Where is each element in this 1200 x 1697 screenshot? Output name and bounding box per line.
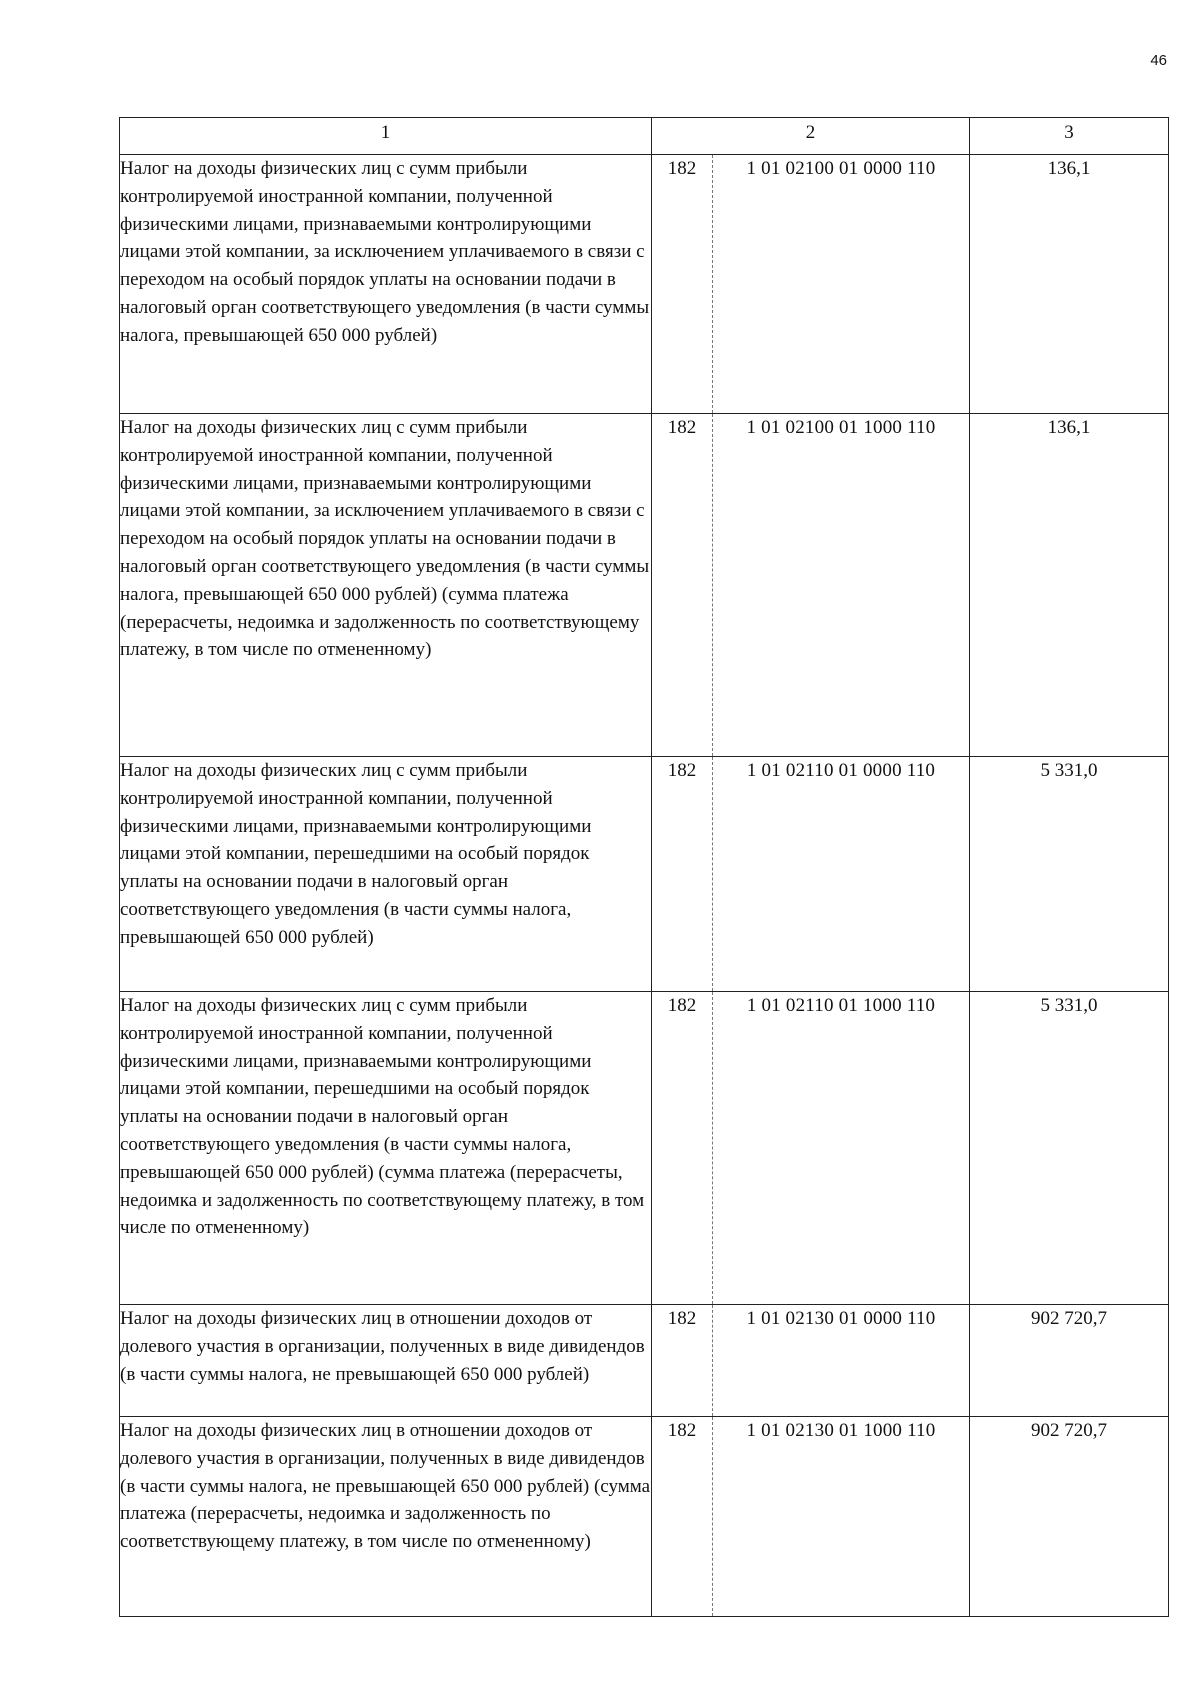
row-amount: 902 720,7 [970,1305,1169,1417]
row-admin-code: 182 [652,992,713,1305]
row-budget-code: 1 01 02110 01 1000 110 [713,992,970,1305]
table-row [120,757,1169,992]
column-header-1: 1 [120,118,652,155]
row-budget-code: 1 01 02100 01 0000 110 [713,155,970,414]
row-admin-code: 182 [652,155,713,414]
table-row [120,992,1169,1305]
row-name: Налог на доходы физических лиц с сумм прибыли контролируемой иностранной компании, полученной физическими лицами, признаваемыми контролирующими лицами этой компании, за исключением уплачиваемого в связи с переходом на особый порядок уплаты на основании подачи в налоговый орган соответствующего уведомления (в части суммы налога, превышающей 650 000 рублей) [120,155,652,414]
row-amount: 902 720,7 [970,1417,1169,1617]
row-admin-code: 182 [652,757,713,992]
row-admin-code: 182 [652,1417,713,1617]
table-row [120,155,1169,414]
row-name: Налог на доходы физических лиц с сумм прибыли контролируемой иностранной компании, полученной физическими лицами, признаваемыми контролирующими лицами этой компании, за исключением уплачиваемого в связи с переходом на особый порядок уплаты на основании подачи в налоговый орган соответствующего уведомления (в части суммы налога, превышающей 650 000 рублей) (сумма платежа (перерасчеты, недоимка и задолженность по соответствующему платежу, в том числе по отмененному) [120,414,652,757]
row-budget-code: 1 01 02110 01 0000 110 [713,757,970,992]
row-name: Налог на доходы физических лиц с сумм прибыли контролируемой иностранной компании, полученной физическими лицами, признаваемыми контролирующими лицами этой компании, перешедшими на особый порядок уплаты на основании подачи в налоговый орган соответствующего уведомления (в части суммы налога, превышающей 650 000 рублей) (сумма платежа (перерасчеты, недоимка и задолженность по соответствующему платежу, в том числе по отмененному) [120,992,652,1305]
row-amount: 5 331,0 [970,757,1169,992]
table-row [120,1417,1169,1617]
table-row [120,414,1169,757]
page-number: 46 [1150,52,1167,69]
row-name: Налог на доходы физических лиц с сумм прибыли контролируемой иностранной компании, полученной физическими лицами, признаваемыми контролирующими лицами этой компании, перешедшими на особый порядок уплаты на основании подачи в налоговый орган соответствующего уведомления (в части суммы налога, превышающей 650 000 рублей) [120,757,652,992]
table-row [120,1305,1169,1417]
row-budget-code: 1 01 02100 01 1000 110 [713,414,970,757]
row-amount: 136,1 [970,155,1169,414]
revenue-table [119,117,1169,1617]
row-amount: 136,1 [970,414,1169,757]
table-header-row [120,118,1169,155]
row-admin-code: 182 [652,414,713,757]
column-header-3: 3 [970,118,1169,155]
row-name: Налог на доходы физических лиц в отношении доходов от долевого участия в организации, полученных в виде дивидендов (в части суммы налога, не превышающей 650 000 рублей) (сумма платежа (перерасчеты, недоимка и задолженность по соответствующему платежу, в том числе по отмененному) [120,1417,652,1617]
row-name: Налог на доходы физических лиц в отношении доходов от долевого участия в организации, полученных в виде дивидендов (в части суммы налога, не превышающей 650 000 рублей) [120,1305,652,1417]
row-budget-code: 1 01 02130 01 0000 110 [713,1305,970,1417]
row-admin-code: 182 [652,1305,713,1417]
row-budget-code: 1 01 02130 01 1000 110 [713,1417,970,1617]
row-amount: 5 331,0 [970,992,1169,1305]
column-header-2: 2 [652,118,970,155]
